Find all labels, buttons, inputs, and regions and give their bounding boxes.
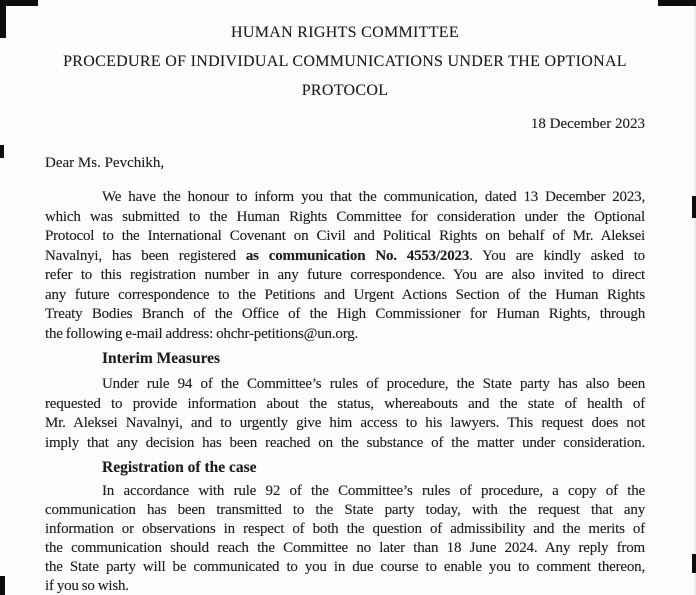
paragraph-line: information or observations in respect of both the question of admissibility and the merits of: [45, 521, 645, 537]
paragraph-line: the communication should reach the Committee no later than 18 June 2024. Any reply from: [45, 540, 645, 556]
paragraph-line: requested to provide information about the status, whereabouts and the state of health of: [45, 395, 645, 412]
paragraph-line: refer to this registration number in any future correspondence. You are also invited to direct: [45, 267, 645, 283]
interim-measures-heading: Interim Measures: [102, 350, 221, 367]
paragraph-line: communication has been transmitted to the State party today, with the request that any: [45, 502, 645, 518]
letterhead: [45, 0, 645, 105]
email-address: ohchr-petitions@un.org: [216, 325, 355, 342]
line-text: the following e-mail address:: [45, 325, 217, 342]
scan-artifact-top-left-horizontal: [0, 0, 38, 6]
committee-title: HUMAN RIGHTS COMMITTEE: [231, 24, 459, 41]
paragraph-line: Treaty Bodies Branch of the Office of the High Commissioner for Human Rights, through: [45, 306, 645, 322]
procedure-title-line1: PROCEDURE OF INDIVIDUAL COMMUNICATIONS UNDER THE OPTIONAL: [63, 53, 627, 70]
paragraph-line: imply that any decision has been reached on the substance of the matter under consideration.: [45, 434, 645, 451]
paragraph-line: which was submitted to the Human Rights Committee for consideration under the Optional: [45, 208, 645, 225]
registration-heading: Registration of the case: [102, 459, 257, 476]
paragraph-line: We have the honour to inform you that the communication, dated 13 December 2023,: [102, 189, 645, 205]
scan-artifact-top-right: [658, 0, 696, 6]
paragraph-line: Under rule 94 of the Committee’s rules of procedure, the State party has also been: [102, 376, 645, 392]
paragraph-line: [45, 325, 645, 345]
paragraph-line: [45, 247, 645, 267]
procedure-title-line2: PROTOCOL: [301, 82, 389, 99]
line-text: Navalnyi, has been registered: [45, 247, 246, 264]
letter-date: 18 December 2023: [530, 116, 645, 132]
line-text: .: [354, 325, 359, 342]
paragraph-line: In accordance with rule 92 of the Committee’s rules of procedure, a copy of the: [102, 483, 645, 499]
paragraph-line: the State party will be communicated to you in due course to enable you to comment thereon,: [45, 559, 645, 575]
paragraph-line: if you so wish.: [45, 578, 129, 594]
registration-notice-paragraph: [45, 188, 645, 344]
paragraph-line: any future correspondence to the Petitions and Urgent Actions Section of the Human Rights: [45, 286, 645, 303]
interim-measures-paragraph: [45, 375, 645, 453]
paragraph-line: Mr. Aleksei Navalnyi, and to urgently give him access to his lawyers. This request does not: [45, 415, 645, 431]
scan-artifact-bottom-left: [0, 576, 5, 595]
line-text: . You are kindly asked to: [469, 247, 645, 264]
communication-number: as communication No. 4553/2023: [245, 247, 470, 264]
scan-artifact-left-edge: [0, 145, 4, 158]
salutation: Dear Ms. Pevchikh,: [45, 155, 165, 171]
registration-paragraph: [45, 482, 645, 595]
paragraph-line: Protocol to the International Covenant on Civil and Political Rights on behalf of Mr. Aleksei: [45, 228, 645, 244]
